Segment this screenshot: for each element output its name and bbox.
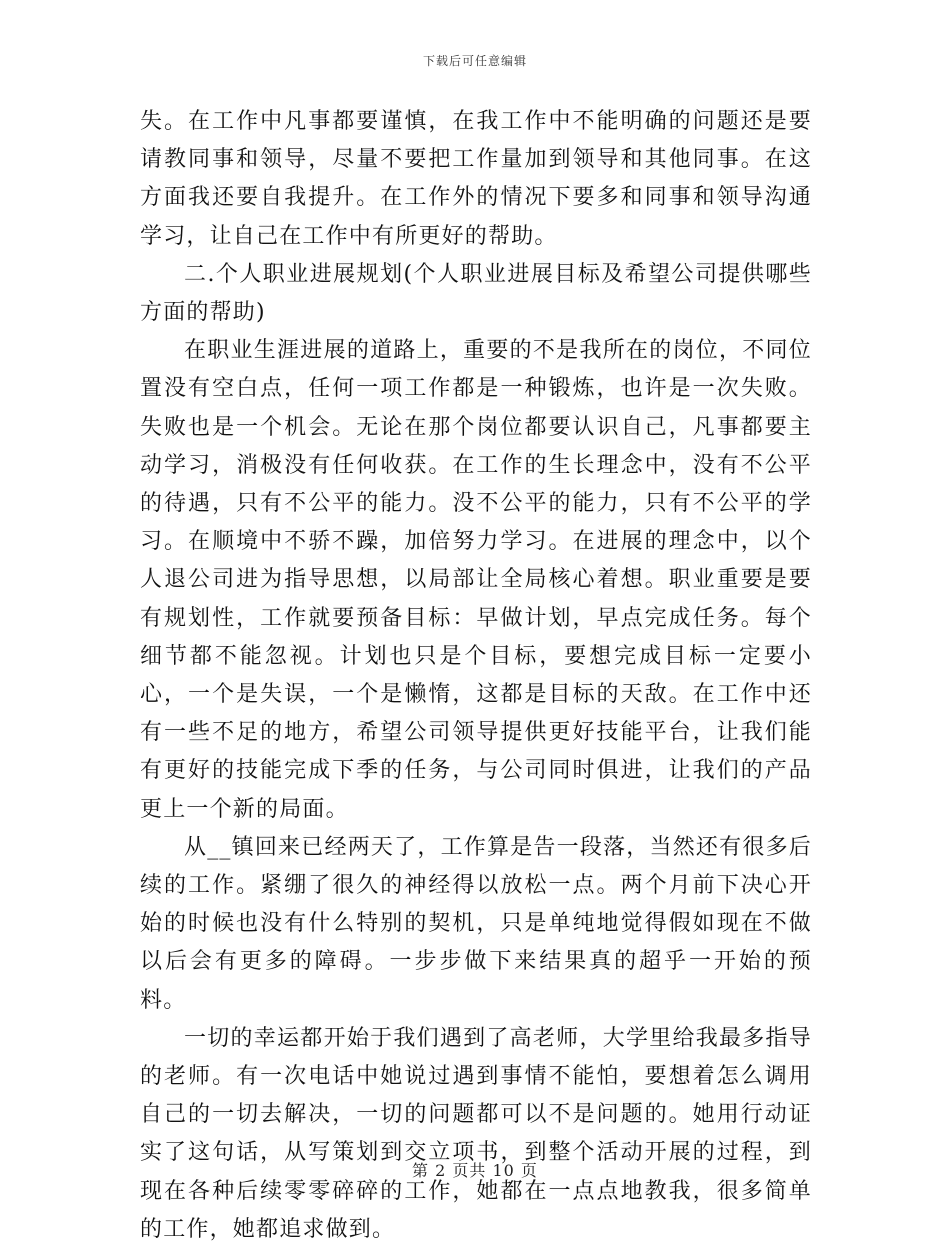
document-body <box>140 103 812 1249</box>
paragraph-career-plan: 在职业生涯进展的道路上，重要的不是我所在的岗位，不同位置没有空白点，任何一项工作都是一种锻炼，也许是一次失败。失败也是一个机会。无论在那个岗位都要认识自己，凡事都要主动学习，消极没有任何收获。在工作的生长理念中，没有不公平的待遇，只有不公平的能力。没不公平的能力，只有不公平的学习。在顺境中不骄不躁，加倍努力学习。在进展的理念中，以个人退公司进为指导思想，以局部让全局核心着想。职业重要是要有规划性，工作就要预备目标：早做计划，早点完成任务。每个细节都不能忽视。计划也只是个目标，要想完成目标一定要小心，一个是失误，一个是懒惰，这都是目标的天敌。在工作中还有一些不足的地方，希望公司领导提供更好技能平台，让我们能有更好的技能完成下季的任务，与公司同时俱进，让我们的产品更上一个新的局面。 <box>140 338 812 822</box>
page-footer: 第 2 页共 10 页 <box>412 1161 538 1180</box>
paragraph-teacher: 一切的幸运都开始于我们遇到了高老师，大学里给我最多指导的老师。有一次电话中她说过遇到事情不能怕，要想着怎么调用自己的一切去解决，一切的问题都可以不是问题的。她用行动证实了这句话，从写策划到交立项书，到整个活动开展的过程，到现在各种后续零零碎碎的工作，她都在一点点地教我，很多简单的工作，她都追求做到。 <box>140 1025 812 1242</box>
section-heading: 二.个人职业进展规划(个人职业进展目标及希望公司提供哪些方面的帮助) <box>140 261 812 326</box>
paragraph-continuation: 失。在工作中凡事都要谨慎，在我工作中不能明确的问题还是要请教同事和领导，尽量不要把工作量加到领导和其他同事。在这方面我还要自我提升。在工作外的情况下要多和同事和领导沟通学习，让自己在工作中有所更好的帮助。 <box>140 109 812 249</box>
paragraph-return-from-town: 从__镇回来已经两天了，工作算是告一段落，当然还有很多后续的工作。紧绷了很久的神经得以放松一点。两个月前下决心开始的时候也没有什么特别的契机，只是单纯地觉得假如现在不做以后会有更多的障碍。一步步做下来结果真的超乎一开始的预料。 <box>140 834 812 1013</box>
page-header: 下载后可任意编辑 <box>422 54 527 68</box>
